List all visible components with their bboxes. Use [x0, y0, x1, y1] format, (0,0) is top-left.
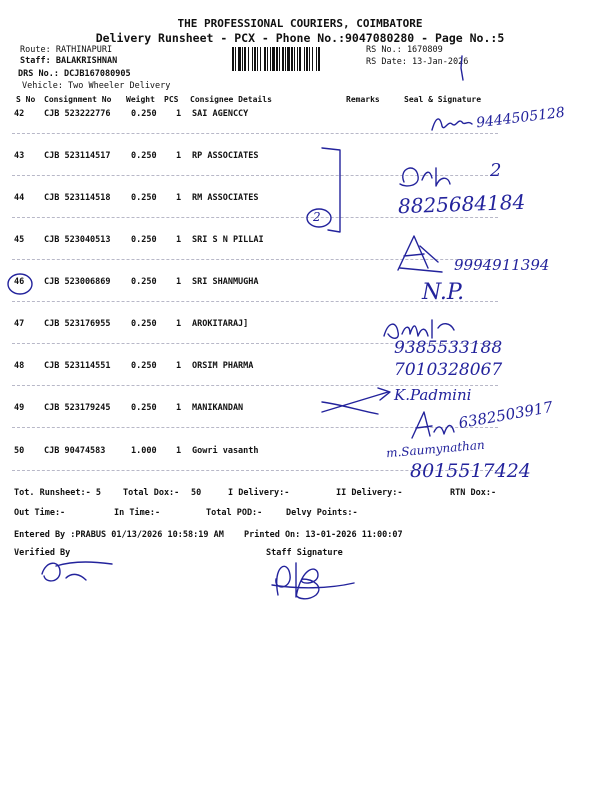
col-pcs: PCS	[164, 95, 179, 104]
verified-by-signature	[36, 552, 116, 592]
weight-cell: 0.250	[131, 319, 157, 329]
out-time: Out Time:-	[14, 508, 66, 518]
barcode-bar	[272, 47, 275, 71]
signature-row43	[396, 158, 466, 194]
rs-number: RS No.: 1670809	[366, 45, 443, 55]
barcode-bar	[244, 47, 246, 71]
phone-row44: 8825684184	[397, 189, 526, 219]
pcs-cell: 1	[176, 235, 182, 245]
total-pod: Total POD:-	[206, 508, 263, 518]
drs-label: DRS No.: DCJB167080905	[18, 69, 131, 79]
weight-cell: 1.000	[131, 446, 157, 456]
row43-note: 2	[490, 160, 502, 181]
staff-signature-label: Staff Signature	[266, 548, 343, 558]
consignee-cell: AROKITARAJ]	[192, 319, 249, 329]
col-sno: S No	[16, 95, 36, 104]
barcode-bar	[276, 47, 278, 71]
table-row	[0, 277, 600, 317]
total-dox-value: 50	[191, 488, 202, 498]
pcs-cell: 1	[176, 403, 182, 413]
barcode-bar	[285, 47, 286, 71]
col-consignment: Consignment No	[44, 95, 112, 104]
sno-cell: 44	[14, 193, 25, 203]
barcode-bar	[235, 47, 236, 71]
company-name: THE PROFESSIONAL COURIERS, COIMBATORE	[177, 17, 423, 30]
consignment-cell: CJB 523114517	[44, 151, 111, 161]
in-time: In Time:-	[114, 508, 161, 518]
runsheet-title: Delivery Runsheet - PCX - Phone No.:9047080280 - Page No.:5	[95, 31, 505, 45]
consignment-cell: CJB 523114518	[44, 193, 111, 203]
weight-cell: 0.250	[131, 109, 157, 119]
barcode-bar	[270, 47, 271, 71]
sno-cell: 49	[14, 403, 25, 413]
total-dox-label: Total Dox:-	[123, 488, 180, 498]
barcode-bar	[248, 47, 249, 71]
col-consignee: Consignee Details	[190, 95, 272, 104]
barcode-bar	[257, 47, 258, 71]
phone-row48: 7010328067	[394, 360, 503, 380]
pcs-cell: 1	[176, 446, 182, 456]
remarks-circled-number: 2	[313, 210, 321, 224]
pcs-cell: 1	[176, 319, 182, 329]
consignment-cell: CJB 523006869	[44, 277, 111, 287]
delvy-points: Delvy Points:-	[286, 508, 358, 518]
pcs-cell: 1	[176, 109, 182, 119]
barcode-bar	[309, 47, 310, 71]
weight-cell: 0.250	[131, 193, 157, 203]
consignee-cell: RM ASSOCIATES	[192, 193, 259, 203]
barcode-bar	[254, 47, 256, 71]
pcs-cell: 1	[176, 193, 182, 203]
consignment-cell: CJB 523179245	[44, 403, 111, 413]
i-delivery: I Delivery:-	[228, 488, 290, 498]
barcode-bar	[238, 47, 241, 71]
table-row	[0, 319, 600, 359]
phone-row50: 8015517424	[410, 460, 531, 482]
barcode-bar	[242, 47, 243, 71]
phone-row49: 6382503917	[457, 397, 555, 433]
weight-cell: 0.250	[131, 151, 157, 161]
col-seal-signature: Seal & Signature	[404, 95, 482, 104]
sno-cell: 48	[14, 361, 25, 371]
route-label: Route: RATHINAPURI	[20, 45, 113, 55]
barcode-bar	[294, 47, 295, 71]
weight-cell: 0.250	[131, 403, 157, 413]
consignee-cell: SRI S N PILLAI	[192, 235, 264, 245]
sno-cell: 45	[14, 235, 25, 245]
barcode-bar	[312, 47, 313, 71]
vehicle-label: Vehicle: Two Wheeler Delivery	[22, 81, 171, 91]
rtn-dox: RTN Dox:-	[450, 488, 497, 498]
barcode-bar	[299, 47, 301, 71]
barcode-bar	[318, 47, 320, 71]
weight-cell: 0.250	[131, 277, 157, 287]
name-row48: K.Padmini	[394, 386, 472, 404]
consignee-cell: Gowri vasanth	[192, 446, 259, 456]
barcode-bar	[264, 47, 266, 71]
consignee-cell: SRI SHANMUGHA	[192, 277, 259, 287]
consignment-cell: CJB 523040513	[44, 235, 111, 245]
ii-delivery: II Delivery:-	[336, 488, 403, 498]
row-divider	[12, 133, 498, 134]
col-weight: Weight	[126, 95, 155, 104]
phone-row45: 9994911394	[454, 256, 550, 274]
staff-signature	[268, 555, 358, 605]
barcode-bar	[260, 47, 261, 71]
printed-on: Printed On: 13-01-2026 11:00:07	[244, 530, 403, 540]
barcode-bar	[316, 47, 317, 71]
sno-cell: 47	[14, 319, 25, 329]
consignment-cell: CJB 523176955	[44, 319, 111, 329]
signature-row45	[394, 232, 450, 276]
phone-row42: 9444505128	[475, 104, 566, 132]
signature-row42	[430, 112, 474, 136]
sno-cell: 50	[14, 446, 25, 456]
weight-cell: 0.250	[131, 361, 157, 371]
pcs-cell: 1	[176, 151, 182, 161]
barcode-bar	[297, 47, 298, 71]
consignment-cell: CJB 90474583	[44, 446, 106, 456]
sno-circle-row46	[6, 272, 34, 296]
barcode-bar	[304, 47, 305, 71]
name-row50: m.Saumynathan	[385, 437, 486, 461]
phone-row47: 9385533188	[394, 338, 503, 358]
total-runsheet: Tot. Runsheet:- 5	[14, 488, 101, 498]
consignee-cell: MANIKANDAN	[192, 403, 244, 413]
weight-cell: 0.250	[131, 235, 157, 245]
barcode-bar	[252, 47, 253, 71]
barcode-bar	[282, 47, 284, 71]
consignee-cell: ORSIM PHARMA	[192, 361, 254, 371]
consignee-cell: SAI AGENCCY	[192, 109, 249, 119]
consignment-cell: CJB 523222776	[44, 109, 111, 119]
initials-row46: N.P.	[422, 280, 465, 305]
pcs-cell: 1	[176, 361, 182, 371]
staff-label: Staff: BALAKRISHNAN	[20, 56, 118, 66]
consignee-cell: RP ASSOCIATES	[192, 151, 259, 161]
barcode	[232, 47, 360, 71]
rs-date: RS Date: 13-Jan-2026	[366, 57, 469, 67]
table-row	[0, 361, 600, 401]
verified-by-label: Verified By	[14, 548, 71, 558]
signature-row49	[408, 408, 458, 444]
sno-cell: 43	[14, 151, 25, 161]
sno-cell: 42	[14, 109, 25, 119]
barcode-bar	[291, 47, 293, 71]
barcode-bar	[232, 47, 234, 71]
col-remarks: Remarks	[346, 95, 380, 104]
table-row	[0, 151, 600, 191]
entered-by: Entered By :PRABUS 01/13/2026 10:58:19 AM	[14, 530, 224, 540]
barcode-bar	[287, 47, 290, 71]
consignment-cell: CJB 523114551	[44, 361, 111, 371]
date-tick-mark	[456, 54, 468, 84]
barcode-bar	[267, 47, 268, 71]
sno-cell: 46	[14, 277, 25, 287]
arrow-row48	[318, 382, 398, 422]
barcode-bar	[279, 47, 280, 71]
pcs-cell: 1	[176, 277, 182, 287]
barcode-bar	[306, 47, 308, 71]
